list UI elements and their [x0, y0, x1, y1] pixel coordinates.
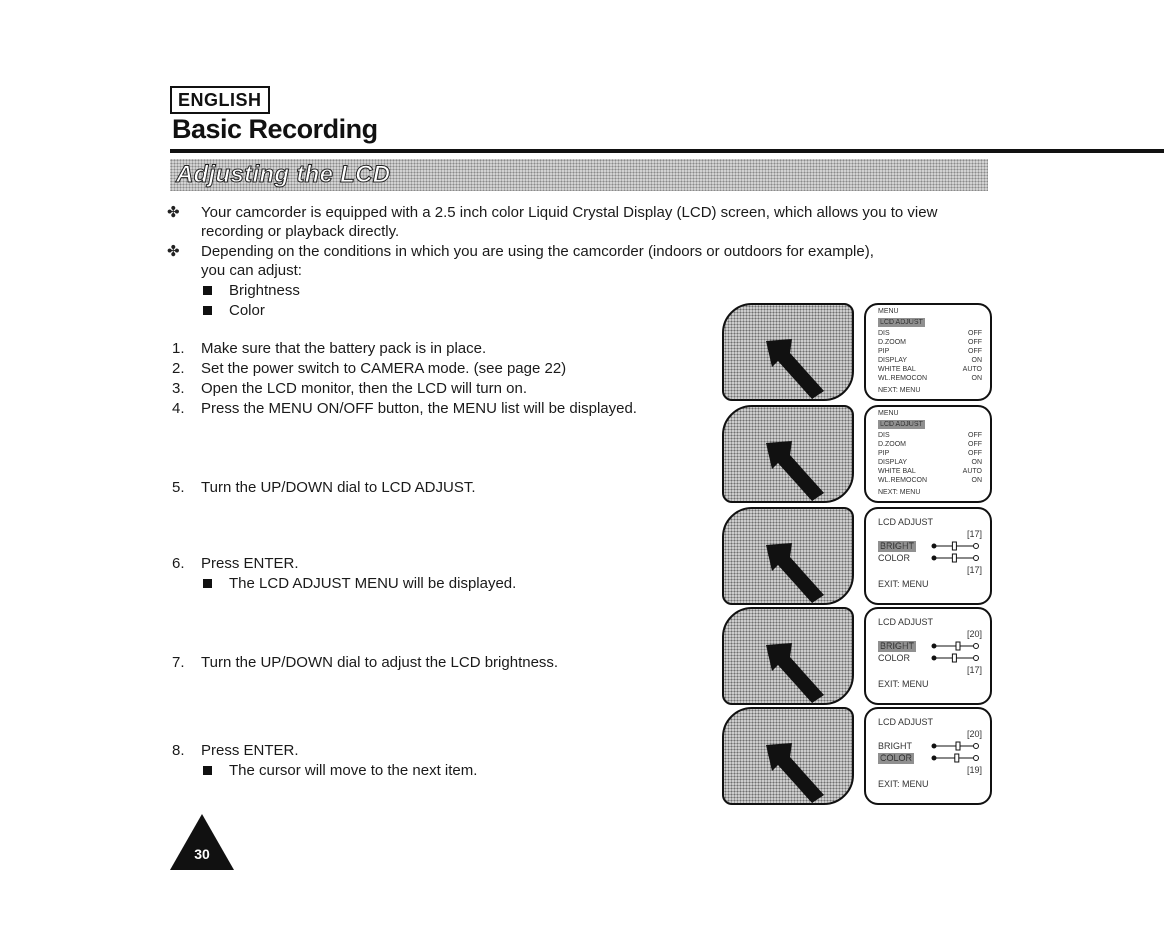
- bright-slider: [930, 541, 980, 551]
- arrow-icon: [724, 305, 852, 399]
- adjust-footer: EXIT: MENU: [878, 579, 929, 589]
- step-text: Make sure that the battery pack is in place.: [201, 340, 487, 357]
- title-rule: [170, 149, 1164, 153]
- color-label: COLOR: [878, 553, 911, 563]
- step-number: 4.: [172, 400, 185, 417]
- menu-title: MENU: [878, 308, 899, 315]
- lcd-adjust-screen: [864, 507, 992, 605]
- slider-end-dot: [974, 556, 979, 561]
- menu-row: WL.REMOCON ON: [878, 375, 982, 382]
- menu-row: WHITE BAL AUTO: [878, 366, 982, 373]
- color-label: COLOR: [880, 753, 913, 763]
- step-number: 3.: [172, 380, 185, 397]
- menu-row: DISPLAY ON: [878, 459, 982, 466]
- intro-line: Depending on the conditions in which you are using the camcorder (indoors or outdoors for example),: [201, 243, 874, 260]
- square-bullet-icon: [203, 579, 212, 588]
- arrow-icon: [724, 407, 852, 501]
- menu-highlight: LCD ADJUST: [880, 319, 923, 326]
- slider-end-dot: [974, 756, 979, 761]
- step-number: 5.: [172, 479, 185, 496]
- color-slider: [930, 753, 980, 763]
- color-value: [17]: [966, 565, 982, 575]
- arrow-icon: [724, 609, 852, 703]
- slider-end-dot: [974, 644, 979, 649]
- adjust-footer: EXIT: MENU: [878, 679, 929, 689]
- adjust-title: LCD ADJUST: [878, 517, 934, 527]
- clover-bullet-icon: ✤: [167, 243, 180, 260]
- menu-row: PIP OFF: [878, 450, 982, 457]
- arrow-icon: [724, 709, 852, 803]
- step-text: Press the MENU ON/OFF button, the MENU list will be displayed.: [201, 400, 637, 417]
- menu-screen: [864, 405, 992, 503]
- color-value: [19]: [966, 765, 982, 775]
- menu-row: PIP OFF: [878, 348, 982, 355]
- adjust-title: LCD ADJUST: [878, 617, 934, 627]
- camcorder-photo: [722, 405, 854, 503]
- slider-end-dot: [974, 744, 979, 749]
- camcorder-photo: [722, 707, 854, 805]
- menu-row: D.ZOOM OFF: [878, 441, 982, 448]
- page-number: 30: [194, 846, 210, 862]
- menu-footer: NEXT: MENU: [878, 489, 921, 496]
- step-text: Open the LCD monitor, then the LCD will turn on.: [201, 380, 528, 397]
- color-slider: [930, 553, 980, 563]
- square-bullet-icon: [203, 306, 212, 315]
- bright-label: BRIGHT: [878, 741, 913, 751]
- menu-row: DIS OFF: [878, 330, 982, 337]
- step-text: Press ENTER.: [201, 555, 299, 572]
- menu-row: DISPLAY ON: [878, 357, 982, 364]
- camcorder-photo: [722, 607, 854, 705]
- step-text: Press ENTER.: [201, 742, 299, 759]
- step-subtext: The LCD ADJUST MENU will be displayed.: [229, 575, 517, 592]
- step-number: 6.: [172, 555, 185, 572]
- bright-slider: [930, 741, 980, 751]
- slider-knob: [956, 742, 960, 750]
- slider-end-dot: [974, 544, 979, 549]
- color-slider: [930, 653, 980, 663]
- step-number: 8.: [172, 742, 185, 759]
- bright-value: [20]: [966, 729, 982, 739]
- square-bullet-icon: [203, 286, 212, 295]
- menu-title: MENU: [878, 410, 899, 417]
- step-number: 1.: [172, 340, 185, 357]
- bright-value: [17]: [966, 529, 982, 539]
- bright-label: BRIGHT: [880, 641, 915, 651]
- slider-knob: [952, 554, 956, 562]
- arrow-icon: [724, 509, 852, 603]
- slider-end-dot: [974, 656, 979, 661]
- slider-knob: [956, 642, 960, 650]
- step-number: 7.: [172, 654, 185, 671]
- slider-knob: [952, 542, 956, 550]
- intro-line: you can adjust:: [201, 262, 302, 279]
- adjust-item: Brightness: [229, 282, 300, 299]
- section-banner: [170, 159, 988, 191]
- bright-value: [20]: [966, 629, 982, 639]
- section-title: Adjusting the LCD: [176, 161, 391, 188]
- menu-footer: NEXT: MENU: [878, 387, 921, 394]
- menu-highlight: LCD ADJUST: [880, 421, 923, 428]
- adjust-item: Color: [229, 302, 265, 319]
- clover-bullet-icon: ✤: [167, 204, 180, 221]
- step-subtext: The cursor will move to the next item.: [229, 762, 478, 779]
- step-number: 2.: [172, 360, 185, 377]
- menu-row: DIS OFF: [878, 432, 982, 439]
- lcd-adjust-screen: [864, 607, 992, 705]
- intro-line: Your camcorder is equipped with a 2.5 inch color Liquid Crystal Display (LCD) screen, which allows you to view: [201, 204, 938, 221]
- slider-knob: [955, 754, 959, 762]
- menu-row: D.ZOOM OFF: [878, 339, 982, 346]
- page-title: Basic Recording: [172, 114, 378, 144]
- menu-row: WHITE BAL AUTO: [878, 468, 982, 475]
- color-value: [17]: [966, 665, 982, 675]
- adjust-title: LCD ADJUST: [878, 717, 934, 727]
- slider-knob: [952, 654, 956, 662]
- step-text: Set the power switch to CAMERA mode. (see page 22): [201, 360, 567, 377]
- menu-screen: [864, 303, 992, 401]
- bright-slider: [930, 641, 980, 651]
- intro-line: recording or playback directly.: [201, 223, 400, 240]
- menu-row: WL.REMOCON ON: [878, 477, 982, 484]
- color-label: COLOR: [878, 653, 911, 663]
- bright-label: BRIGHT: [880, 541, 915, 551]
- step-text: Turn the UP/DOWN dial to LCD ADJUST.: [201, 479, 476, 496]
- camcorder-photo: [722, 507, 854, 605]
- square-bullet-icon: [203, 766, 212, 775]
- adjust-footer: EXIT: MENU: [878, 779, 929, 789]
- camcorder-photo: [722, 303, 854, 401]
- step-text: Turn the UP/DOWN dial to adjust the LCD brightness.: [201, 654, 559, 671]
- language-label: ENGLISH: [170, 86, 270, 114]
- lcd-adjust-screen: [864, 707, 992, 805]
